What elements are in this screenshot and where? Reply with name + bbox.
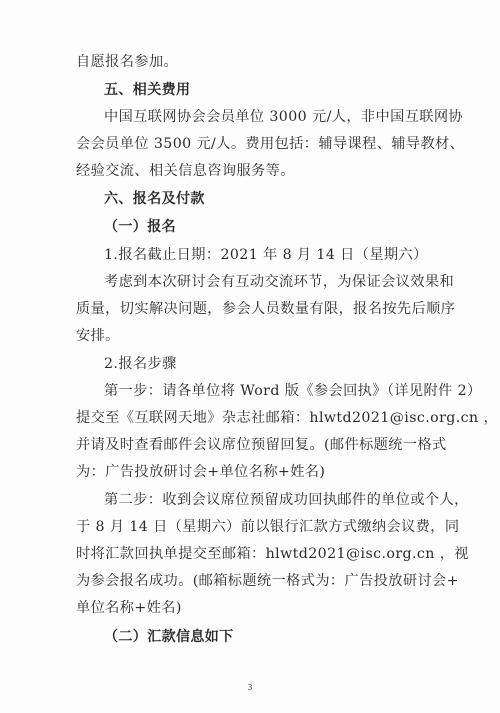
paragraph-line: 2.报名步骤	[104, 356, 177, 372]
page-number: 3	[247, 683, 253, 692]
paragraph-line: 考虑到本次研讨会有互动交流环节，为保证会议效果和	[104, 274, 455, 290]
subsection-heading-remittance: （二）汇款信息如下	[104, 629, 234, 645]
section-heading-registration: 六、报名及付款	[104, 191, 205, 207]
paragraph-line: 为：广告投放研讨会+单位名称+姓名)	[76, 464, 326, 480]
paragraph-line: 为参会报名成功。(邮箱标题统一格式为：广告投放研讨会+	[76, 573, 459, 589]
paragraph-line: 1.报名截止日期：2021 年 8 月 14 日（星期六）	[104, 247, 428, 263]
paragraph-line: 会会员单位 3500 元/人。费用包括：辅导课程、辅导教材、	[76, 136, 465, 152]
paragraph-line: 质量，切实解决问题，参会人员数量有限，报名按先后顺序	[76, 301, 456, 317]
paragraph-line: 中国互联网协会会员单位 3000 元/人，非中国互联网协	[104, 109, 464, 125]
paragraph-line: 经验交流、相关信息咨询服务等。	[76, 163, 295, 179]
paragraph-line: 自愿报名参加。	[76, 54, 179, 70]
paragraph-line: 于 8 月 14 日（星期六）前以银行汇款方式缴纳会议费，同	[76, 519, 460, 535]
paragraph-line: 单位名称+姓名)	[76, 600, 182, 616]
paragraph-line: 安排。	[76, 328, 120, 344]
paragraph-line: 第一步：请各单位将 Word 版《参会回执》（详见附件 2）	[104, 383, 482, 399]
section-heading-fees: 五、相关费用	[104, 82, 191, 98]
paragraph-line: 并请及时查看邮件会议席位预留回复。(邮件标题统一格式	[76, 437, 447, 453]
subsection-heading-registration: （一）报名	[104, 219, 176, 235]
paragraph-line: 第二步：收到会议席位预留成功回执邮件的单位或个人，	[104, 492, 469, 508]
paragraph-line: 提交至《互联网天地》杂志社邮箱：hlwtd2021@isc.org.cn ，	[76, 410, 499, 426]
paragraph-line: 时将汇款回执单提交至邮箱：hlwtd2021@isc.org.cn ，视	[76, 546, 469, 562]
